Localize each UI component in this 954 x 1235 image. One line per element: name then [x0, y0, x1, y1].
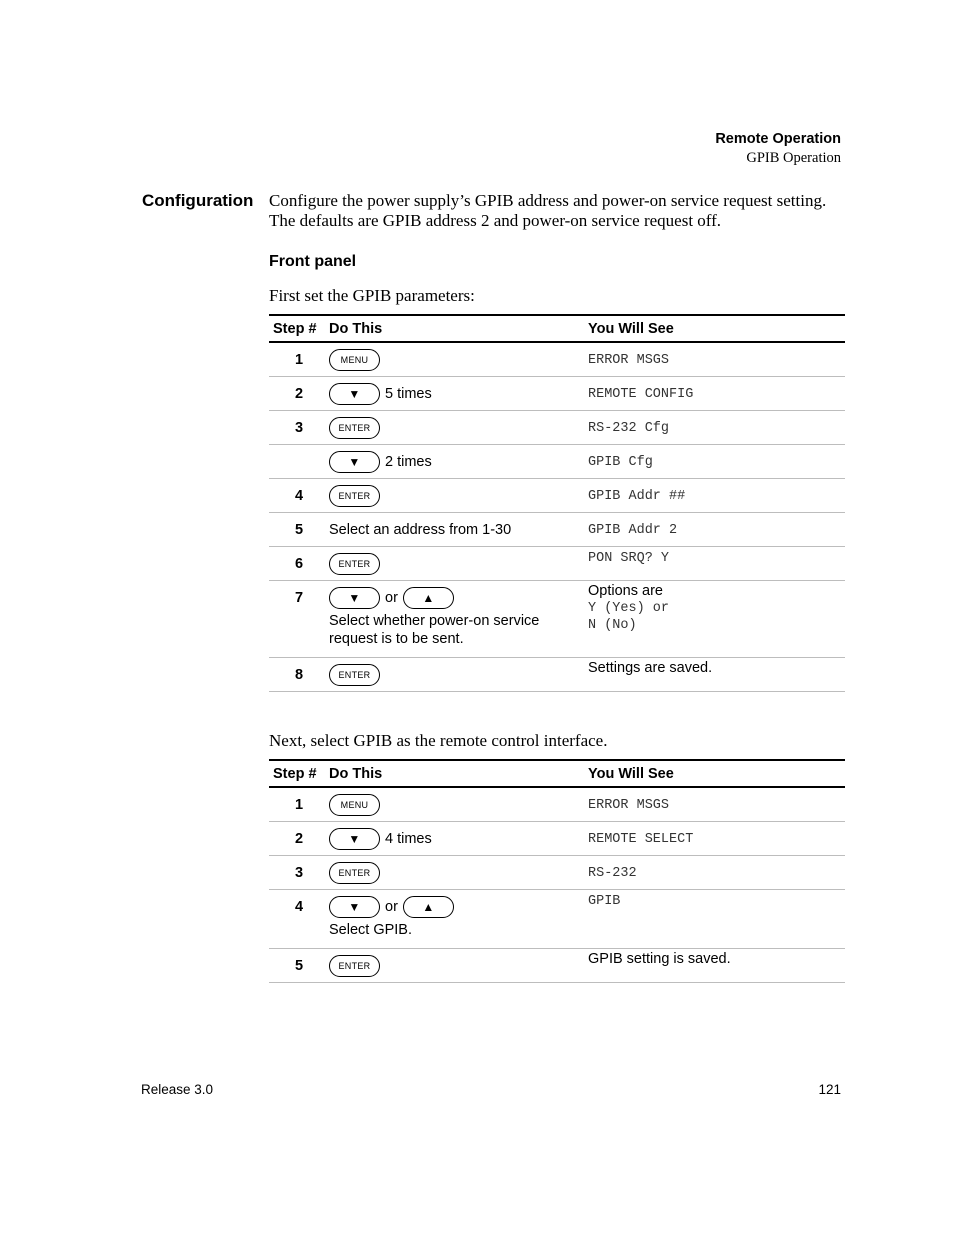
enter-key-icon: ENTER [329, 417, 380, 439]
column-header-step: Step # [273, 765, 317, 782]
display-text: Y (Yes) or [588, 601, 670, 616]
footer-page-number: 121 [818, 1082, 841, 1097]
result-text: Settings are saved. [588, 660, 713, 676]
step-number: 8 [294, 667, 304, 683]
step-number: 4 [294, 488, 304, 504]
enter-key-icon: ENTER [329, 862, 380, 884]
column-header-see: You Will See [588, 765, 674, 782]
table-header [269, 761, 845, 788]
column-header-do: Do This [329, 765, 383, 782]
display-text: ERROR MSGS [588, 353, 670, 368]
step-instruction: 2 times [385, 454, 432, 470]
table-row [269, 658, 845, 692]
step-instruction: Select an address from 1-30 [329, 522, 512, 538]
up-arrow-key-icon: ▲ [403, 896, 454, 918]
footer-release: Release 3.0 [141, 1082, 214, 1097]
lead-paragraph-1: First set the GPIB parameters: [269, 286, 475, 305]
header-subsection-title: GPIB Operation [746, 150, 841, 166]
step-number: 2 [294, 831, 304, 847]
table-row [269, 513, 845, 547]
header-section-title: Remote Operation [715, 131, 841, 147]
table-row [269, 822, 845, 856]
step-number: 5 [294, 958, 304, 974]
step-number: 1 [294, 352, 304, 368]
table-row [269, 343, 845, 377]
table-row [269, 890, 845, 949]
display-text: GPIB [588, 894, 621, 909]
or-text: or [385, 899, 398, 915]
result-text: GPIB setting is saved. [588, 951, 731, 967]
enter-key-icon: ENTER [329, 485, 380, 507]
step-number: 4 [294, 899, 304, 915]
step-instruction: 5 times [385, 386, 432, 402]
step-number: 1 [294, 797, 304, 813]
gpib-parameters-table [269, 314, 845, 692]
step-number: 3 [294, 865, 304, 881]
down-arrow-key-icon: ▼ [329, 451, 380, 473]
lead-paragraph-2: Next, select GPIB as the remote control interface. [269, 731, 608, 750]
display-text: RS-232 [588, 866, 637, 881]
column-header-see: You Will See [588, 320, 674, 337]
down-arrow-key-icon: ▼ [329, 828, 380, 850]
step-number: 3 [294, 420, 304, 436]
down-arrow-key-icon: ▼ [329, 383, 380, 405]
table-row [269, 377, 845, 411]
table-row [269, 411, 845, 445]
table-row [269, 479, 845, 513]
table-row [269, 445, 845, 479]
display-text: REMOTE SELECT [588, 832, 694, 847]
display-text: REMOTE CONFIG [588, 387, 694, 402]
down-arrow-key-icon: ▼ [329, 896, 380, 918]
step-number: 2 [294, 386, 304, 402]
display-text: RS-232 Cfg [588, 421, 670, 436]
table-row [269, 581, 845, 658]
display-text: GPIB Addr 2 [588, 523, 678, 538]
up-arrow-key-icon: ▲ [403, 587, 454, 609]
intro-paragraph: Configure the power supply’s GPIB address and power-on service request setting. The defaults are GPIB address 2 and power-on service request off. [269, 191, 827, 230]
display-text: PON SRQ? Y [588, 551, 670, 566]
step-number: 5 [294, 522, 304, 538]
display-text: ERROR MSGS [588, 798, 670, 813]
enter-key-icon: ENTER [329, 664, 380, 686]
table-row [269, 547, 845, 581]
table-row [269, 949, 845, 983]
display-text: GPIB Addr ## [588, 489, 686, 504]
table-row [269, 856, 845, 890]
step-number: 7 [294, 590, 304, 606]
options-label: Options are [588, 583, 663, 599]
display-text: GPIB Cfg [588, 455, 653, 470]
menu-key-icon: MENU [329, 349, 380, 371]
column-header-do: Do This [329, 320, 383, 337]
table-header [269, 316, 845, 343]
table-row [269, 788, 845, 822]
menu-key-icon: MENU [329, 794, 380, 816]
step-number: 6 [294, 556, 304, 572]
enter-key-icon: ENTER [329, 553, 380, 575]
step-note: Select GPIB. [329, 922, 413, 938]
step-instruction: 4 times [385, 831, 432, 847]
step-note: Select whether power-on service request is to be sent. [329, 613, 540, 647]
display-text: N (No) [588, 618, 637, 633]
side-heading: Configuration [142, 191, 254, 210]
step-number [269, 445, 329, 478]
remote-select-table [269, 759, 845, 983]
column-header-step: Step # [273, 320, 317, 337]
enter-key-icon: ENTER [329, 955, 380, 977]
or-text: or [385, 590, 398, 606]
down-arrow-key-icon: ▼ [329, 587, 380, 609]
subheading: Front panel [269, 253, 357, 270]
